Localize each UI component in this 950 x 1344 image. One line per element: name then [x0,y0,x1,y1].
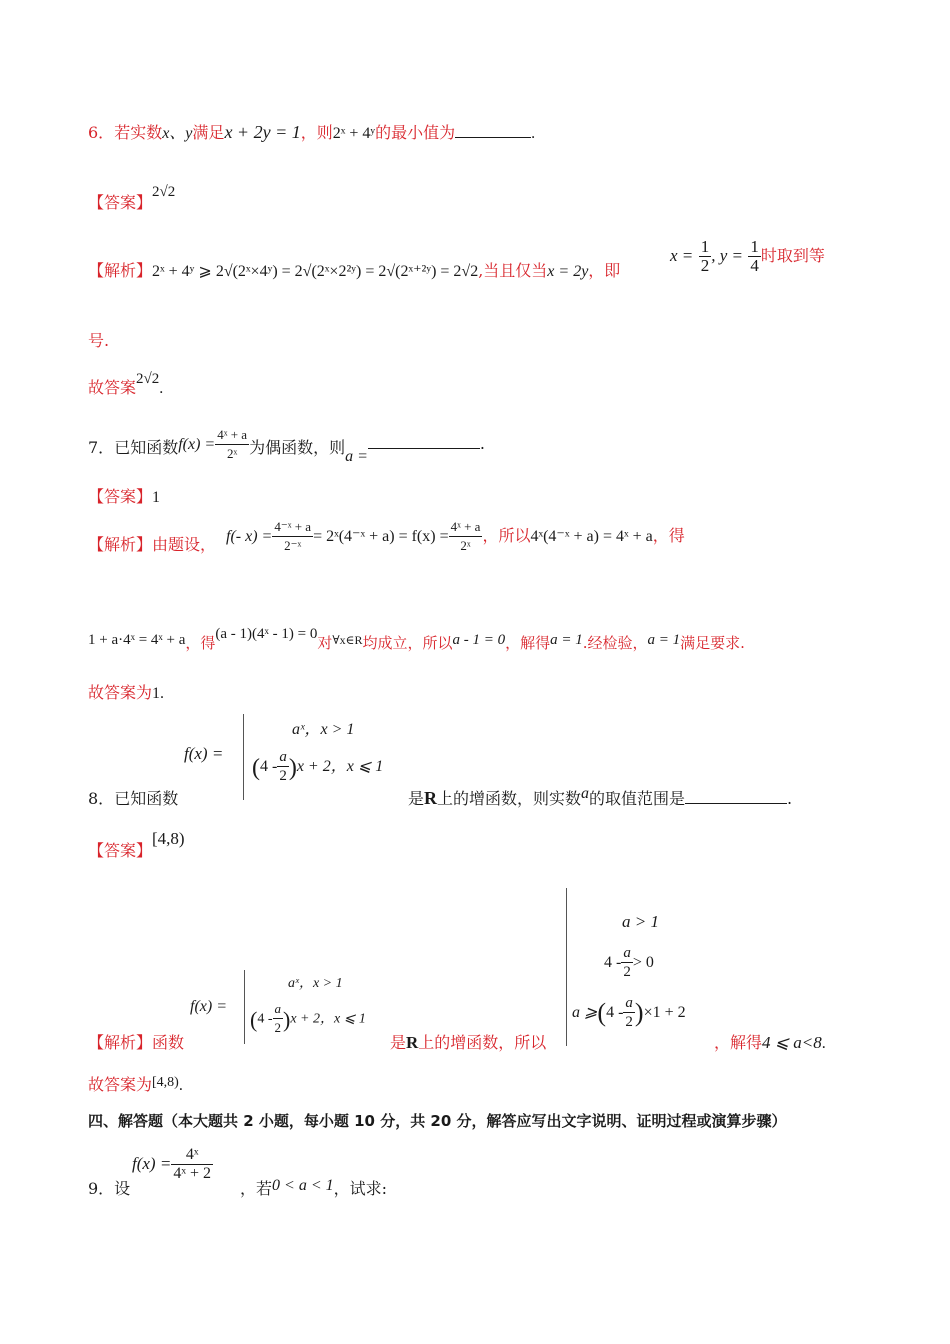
q6-final: 故答案2√2. [88,371,164,397]
q8-case2: (4 - $\frac{a}{2}$ )x + 2，x ⩽ 1 [252,749,384,784]
piecewise-brace [244,970,245,1044]
q7-solution-eq1: f(- x) = $\frac{\text{4⁻ˣ + a}}{\text{2⁻ˣ}}$ = 2ˣ(4⁻ˣ + a) = f(x) = $\frac{\text{4ˣ + a}}{\text{2ˣ}}$ ，所以4ˣ(4⁻ˣ + a) = 4ˣ + a，得 [226,519,685,553]
q8-solution-intro: 【解析】函数 [88,1033,185,1052]
q7-solution-line1: 【解析】由题设， [88,535,217,554]
q8-solution-result: ，解得4 ⩽ a<8. [714,1033,826,1052]
q8-system-row1: a > 1 [622,912,659,931]
q8-function-label: f(x) = [184,744,224,763]
q6-solution-line2: 号. [88,331,110,350]
answer-blank[interactable] [685,787,787,804]
q8-solution-function-label: f(x) = [190,998,227,1015]
q8-answer: 【答案】[4,8) [88,829,185,860]
answer-blank[interactable] [368,432,480,449]
q8-solution-case1: aˣ，x > 1 [288,976,343,991]
q8-final: 故答案为[4,8). [88,1075,183,1094]
answer-blank[interactable] [455,121,531,138]
q8-case1: aˣ，x > 1 [292,721,355,738]
q9-stem-intro: 9．设 [88,1179,131,1198]
piecewise-brace [243,714,244,800]
q7-stem: 7．已知函数f(x) = $\frac{\text{4ˣ + a}}{\text{2ˣ}}$ 为偶函数，则a =. [88,427,485,465]
q9-stem-rest: ，若0 < a < 1，试求: [240,1177,388,1198]
q8-solution-mid: 是R上的增函数，所以 [390,1033,547,1052]
q8-system-row2: 4 - $\frac{a}{2}$ > 0 [604,945,654,980]
q8-stem-rest: 是R上的增函数，则实数a的取值范围是 . [408,785,793,808]
q7-answer: 【答案】1 [88,487,161,506]
q6-solution-fractions: x = $\frac{1}{2}$ , y = $\frac{1}{4}$ 时取到等 [670,237,825,275]
system-brace [566,888,567,1046]
q8-stem-intro: 8．已知函数 [88,789,179,808]
q8-solution-case2: (4 - $\frac{a}{2}$ )x + 2，x ⩽ 1 [250,1001,366,1035]
q9-function: f(x) = $\frac{\text{4ˣ}}{\text{4ˣ + 2}}$ [132,1146,211,1182]
q6-answer: 【答案】2√2 [88,184,176,212]
q6-solution-line1: 【解析】2ˣ + 4ʸ ⩾ 2√(2ˣ×4ʸ) = 2√(2ˣ×2²ʸ) = 2√(2ˣ⁺²ʸ) = 2√2,当且仅当x = 2y，即 [88,261,621,280]
section-heading: 四、解答题（本大题共 2 小题，每小题 10 分，共 20 分，解答应写出文字说明、证明过程或演算步骤） [88,1112,787,1130]
q8-system-row3: a ⩾(4 - $\frac{a}{2}$ )×1 + 2 [572,995,686,1030]
q6-stem: 6．若实数x、y满足x + 2y = 1，则2ˣ + 4ʸ的最小值为 . [88,122,536,142]
q6-number: 6． [88,123,115,142]
q7-solution-line2: 1 + a·4ˣ = 4ˣ + a，得(a - 1)(4ˣ - 1) = 0对∀x∈R均成立，所以a - 1 = 0，解得a = 1.经检验，a = 1满足要求. [88,626,745,652]
q7-final: 故答案为1. [88,683,165,702]
